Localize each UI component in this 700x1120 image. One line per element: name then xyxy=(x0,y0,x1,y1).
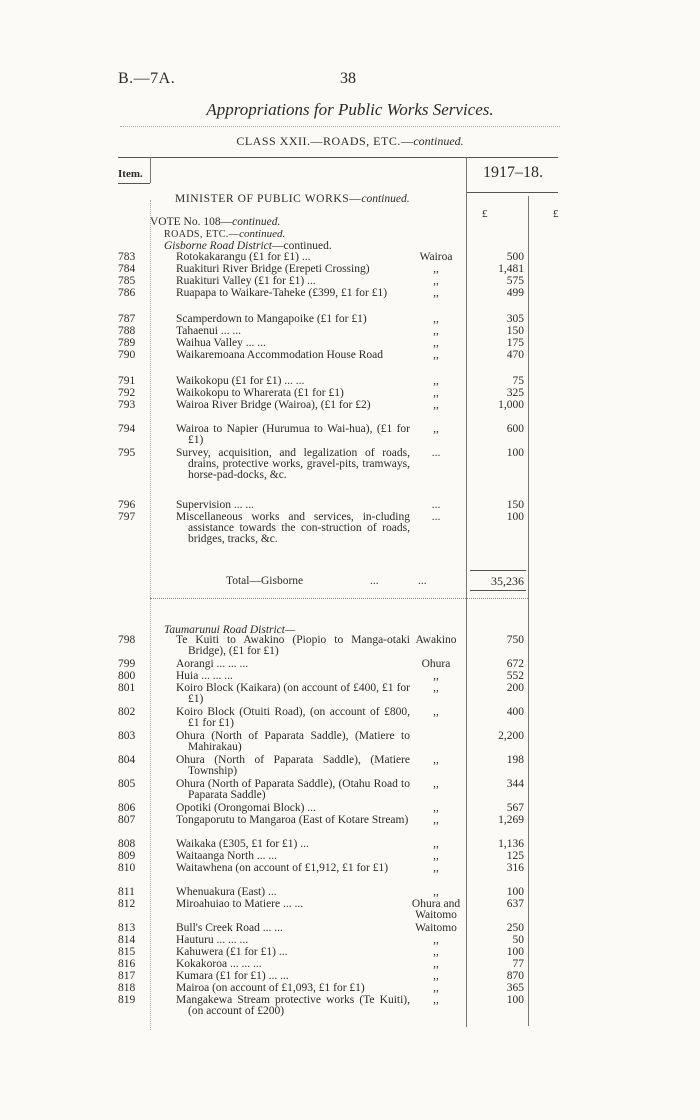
electoral-district: ,, xyxy=(433,886,439,898)
item-number: 793 xyxy=(118,399,136,411)
item-amount: 552 xyxy=(506,670,524,682)
item-column-rule xyxy=(150,200,151,1030)
taumarunui-district-heading: Taumarunui Road District— xyxy=(164,624,296,636)
item-number: 792 xyxy=(118,387,136,399)
item-description: Miscellaneous works and services, in-cluding assistance towards the con-struction of roads, bridges, tracks, &c. xyxy=(176,511,410,545)
item-number: 786 xyxy=(118,287,136,299)
item-amount: 600 xyxy=(506,423,524,435)
item-number: 794 xyxy=(118,423,136,435)
item-number: 788 xyxy=(118,325,136,337)
item-amount: 400 xyxy=(506,706,524,718)
total-bottom-rule xyxy=(470,590,526,591)
item-description: Ohura (North of Paparata Saddle), (Matiere to Mahirakau) xyxy=(176,730,410,753)
item-description: Scamperdown to Mangapoike (£1 for £1) xyxy=(176,313,367,325)
item-description: Waikaka (£305, £1 for £1) ... xyxy=(176,838,309,850)
electoral-district: ,, xyxy=(433,682,439,694)
item-description: Ruakituri Valley (£1 for £1) ... xyxy=(176,275,316,287)
item-description: Miroahuiao to Matiere ... ... xyxy=(176,898,304,910)
item-amount: 1,000 xyxy=(498,399,524,411)
item-amount: 100 xyxy=(506,946,524,958)
item-number: 818 xyxy=(118,982,136,994)
currency-symbol-2: £ xyxy=(553,208,559,220)
item-description: Waihua Valley ... ... xyxy=(176,337,266,349)
electoral-district: Ohura xyxy=(421,658,451,670)
item-amount: 200 xyxy=(506,682,524,694)
item-amount: 305 xyxy=(506,313,524,325)
gisborne-district-continued: —continued. xyxy=(271,240,332,252)
item-amount: 567 xyxy=(506,802,524,814)
item-description: Wairoa River Bridge (Wairoa), (£1 for £2) xyxy=(176,399,371,411)
item-description: Supervision ... ... xyxy=(176,499,254,511)
electoral-district: ,, xyxy=(433,287,439,299)
item-description: Waitawhena (on account of £1,912, £1 for £1) xyxy=(176,862,389,874)
vote-text: VOTE No. 108— xyxy=(150,216,233,228)
item-amount: 77 xyxy=(512,958,524,970)
item-amount: 325 xyxy=(506,387,524,399)
electoral-district: ,, xyxy=(433,814,439,826)
item-amount: 150 xyxy=(506,499,524,511)
minister-continued: continued. xyxy=(361,193,410,205)
electoral-district: ,, xyxy=(433,970,439,982)
item-number: 802 xyxy=(118,706,136,718)
page-number: 38 xyxy=(340,70,356,87)
roads-text: ROADS, ETC.— xyxy=(164,229,240,240)
electoral-district: ,, xyxy=(433,850,439,862)
item-description: Kahuwera (£1 for £1) ... xyxy=(176,946,288,958)
page-reference: B.—7A. xyxy=(118,70,176,87)
item-number: 796 xyxy=(118,499,136,511)
electoral-district: ,, xyxy=(433,982,439,994)
electoral-district: ,, xyxy=(433,946,439,958)
electoral-district: ,, xyxy=(433,263,439,275)
item-description: Ohura (North of Paparata Saddle), (Otahu Road to Paparata Saddle) xyxy=(176,778,410,801)
electoral-district: ,, xyxy=(433,313,439,325)
gisborne-total-amount: 35,236 xyxy=(491,574,524,588)
class-heading xyxy=(0,134,700,149)
item-number: 806 xyxy=(118,802,136,814)
minister-heading xyxy=(175,193,410,205)
electoral-district: ,, xyxy=(433,958,439,970)
electoral-district: ,, xyxy=(433,706,439,718)
item-number: 785 xyxy=(118,275,136,287)
item-amount: 100 xyxy=(506,511,524,523)
item-description: Waikaremoana Accommodation House Road xyxy=(176,349,383,361)
item-description: Waitaanga North ... ... xyxy=(176,850,277,862)
roads-continued: continued. xyxy=(239,228,286,240)
electoral-district: ,, xyxy=(433,399,439,411)
item-amount: 198 xyxy=(506,754,524,766)
item-description: Ohura (North of Paparata Saddle), (Matiere Township) xyxy=(176,754,410,777)
item-number: 787 xyxy=(118,313,136,325)
electoral-district: ,, xyxy=(433,349,439,361)
item-number: 784 xyxy=(118,263,136,275)
item-amount: 637 xyxy=(506,898,524,910)
item-description: Aorangi ... ... ... xyxy=(176,658,249,670)
item-amount: 100 xyxy=(506,994,524,1006)
item-amount: 344 xyxy=(506,778,524,790)
electoral-district: Waitomo xyxy=(415,922,457,934)
item-number: 798 xyxy=(118,634,136,646)
item-number: 816 xyxy=(118,958,136,970)
item-amount: 500 xyxy=(506,251,524,263)
item-description: Huia ... ... ... xyxy=(176,670,233,682)
electoral-district: ,, xyxy=(433,838,439,850)
column-header-year: 1917–18. xyxy=(483,164,543,181)
column-header-item: Item. xyxy=(118,168,143,180)
item-number: 811 xyxy=(118,886,135,898)
item-description: Mairoa (on account of £1,093, £1 for £1) xyxy=(176,982,365,994)
item-amount: 316 xyxy=(506,862,524,874)
title-rule xyxy=(120,126,560,127)
item-number: 800 xyxy=(118,670,136,682)
item-amount: 50 xyxy=(512,934,524,946)
item-description: Kumara (£1 for £1) ... ... xyxy=(176,970,289,982)
item-number: 813 xyxy=(118,922,136,934)
item-number: 814 xyxy=(118,934,136,946)
item-amount: 125 xyxy=(506,850,524,862)
item-number: 807 xyxy=(118,814,136,826)
item-number: 812 xyxy=(118,898,136,910)
item-number: 819 xyxy=(118,994,136,1006)
item-description: Survey, acquisition, and legalization of roads, drains, protective works, gravel-pits, tramways, horse-pad-docks, &c. xyxy=(176,447,410,481)
item-description: Te Kuiti to Awakino (Piopio to Manga-otaki Bridge), (£1 for £1) xyxy=(176,634,410,657)
electoral-district: ... xyxy=(431,511,441,523)
item-number: 803 xyxy=(118,730,136,742)
item-amount: 470 xyxy=(506,349,524,361)
item-number: 801 xyxy=(118,682,136,694)
item-amount: 672 xyxy=(506,658,524,670)
total-leaders-2: ... xyxy=(418,575,427,587)
item-description: Kokakoroa ... ... ... xyxy=(176,958,262,970)
item-number: 799 xyxy=(118,658,136,670)
class-heading-text: CLASS XXII.—ROADS, ETC.— xyxy=(236,134,414,148)
electoral-district: ... xyxy=(431,447,441,459)
item-amount: 1,136 xyxy=(498,838,524,850)
item-description: Wairoa to Napier (Hurumua to Wai-hua), (£1 for £1) xyxy=(176,423,410,446)
electoral-district: Wairoa xyxy=(419,251,453,263)
electoral-district: ,, xyxy=(433,778,439,790)
roads-heading xyxy=(164,228,285,240)
electoral-district: ,, xyxy=(433,862,439,874)
item-amount: 499 xyxy=(506,287,524,299)
currency-symbol-1: £ xyxy=(482,208,488,220)
electoral-district: ,, xyxy=(433,387,439,399)
item-description: Tongaporutu to Mangaroa (East of Kotare Stream) xyxy=(176,814,409,826)
table-top-rule xyxy=(118,157,558,158)
section-separator xyxy=(150,598,528,599)
minister-text: MINISTER OF PUBLIC WORKS— xyxy=(175,193,362,205)
item-number: 791 xyxy=(118,375,136,387)
item-number: 805 xyxy=(118,778,136,790)
electoral-district: ,, xyxy=(433,802,439,814)
class-heading-continued: continued. xyxy=(413,134,464,148)
electoral-district: ,, xyxy=(433,754,439,766)
item-description: Ruakituri River Bridge (Erepeti Crossing) xyxy=(176,263,370,275)
header-bottom-rule xyxy=(118,183,150,184)
item-amount: 100 xyxy=(506,447,524,459)
second-amount-divider xyxy=(528,196,529,1026)
item-number: 810 xyxy=(118,862,136,874)
item-description: Ruapapa to Waikare-Taheke (£399, £1 for £1) xyxy=(176,287,388,299)
item-description: Opotiki (Orongomai Block) ... xyxy=(176,802,316,814)
item-number: 783 xyxy=(118,251,136,263)
item-number: 809 xyxy=(118,850,136,862)
item-amount: 1,481 xyxy=(498,263,524,275)
item-number: 815 xyxy=(118,946,136,958)
year-header-rule xyxy=(466,192,558,193)
item-description: Koiro Block (Otuiti Road), (on account of £800, £1 for £1) xyxy=(176,706,410,729)
electoral-district: ,, xyxy=(433,337,439,349)
gisborne-total-label: Total—Gisborne xyxy=(226,575,304,587)
item-amount: 100 xyxy=(506,886,524,898)
item-description: Koiro Block (Kaikara) (on account of £400, £1 for £1) xyxy=(176,682,410,705)
electoral-district: Ohura and Waitomo xyxy=(411,898,461,921)
item-amount: 75 xyxy=(512,375,524,387)
item-number: 817 xyxy=(118,970,136,982)
electoral-district: ,, xyxy=(433,325,439,337)
total-top-rule xyxy=(470,570,526,571)
item-amount: 1,269 xyxy=(498,814,524,826)
item-number: 795 xyxy=(118,447,136,459)
item-number: 790 xyxy=(118,349,136,361)
item-number: 808 xyxy=(118,838,136,850)
vote-continued: continued. xyxy=(232,216,281,228)
electoral-district: ,, xyxy=(433,670,439,682)
item-amount: 870 xyxy=(506,970,524,982)
item-description: Tahaenui ... ... xyxy=(176,325,241,337)
item-description: Waikokopu to Wharerata (£1 for £1) xyxy=(176,387,344,399)
item-number: 804 xyxy=(118,754,136,766)
total-leaders: ... xyxy=(370,575,379,587)
electoral-district: ... xyxy=(431,499,441,511)
page-title: Appropriations for Public Works Services. xyxy=(206,100,494,119)
electoral-district: ,, xyxy=(433,375,439,387)
item-amount: 175 xyxy=(506,337,524,349)
item-number: 797 xyxy=(118,511,136,523)
item-column-divider xyxy=(150,157,151,183)
electoral-district: ,, xyxy=(433,934,439,946)
electoral-district: ,, xyxy=(433,275,439,287)
electoral-district: ,, xyxy=(433,423,439,435)
item-amount: 250 xyxy=(506,922,524,934)
item-number: 789 xyxy=(118,337,136,349)
item-amount: 150 xyxy=(506,325,524,337)
item-description: Whenuakura (East) ... xyxy=(176,886,277,898)
item-amount: 575 xyxy=(506,275,524,287)
item-description: Mangakewa Stream protective works (Te Kuiti), (on account of £200) xyxy=(176,994,410,1017)
item-description: Rotokakarangu (£1 for £1) ... xyxy=(176,251,311,263)
vote-heading xyxy=(150,216,280,228)
item-description: Waikokopu (£1 for £1) ... ... xyxy=(176,375,305,387)
electoral-district: Awakino xyxy=(415,634,457,646)
item-amount: 750 xyxy=(506,634,524,646)
item-amount: 2,200 xyxy=(498,730,524,742)
item-amount: 365 xyxy=(506,982,524,994)
electoral-district: ,, xyxy=(433,994,439,1006)
gisborne-district-name: Gisborne Road District xyxy=(164,240,272,252)
item-description: Hauturu ... ... ... xyxy=(176,934,249,946)
item-description: Bull's Creek Road ... ... xyxy=(176,922,283,934)
